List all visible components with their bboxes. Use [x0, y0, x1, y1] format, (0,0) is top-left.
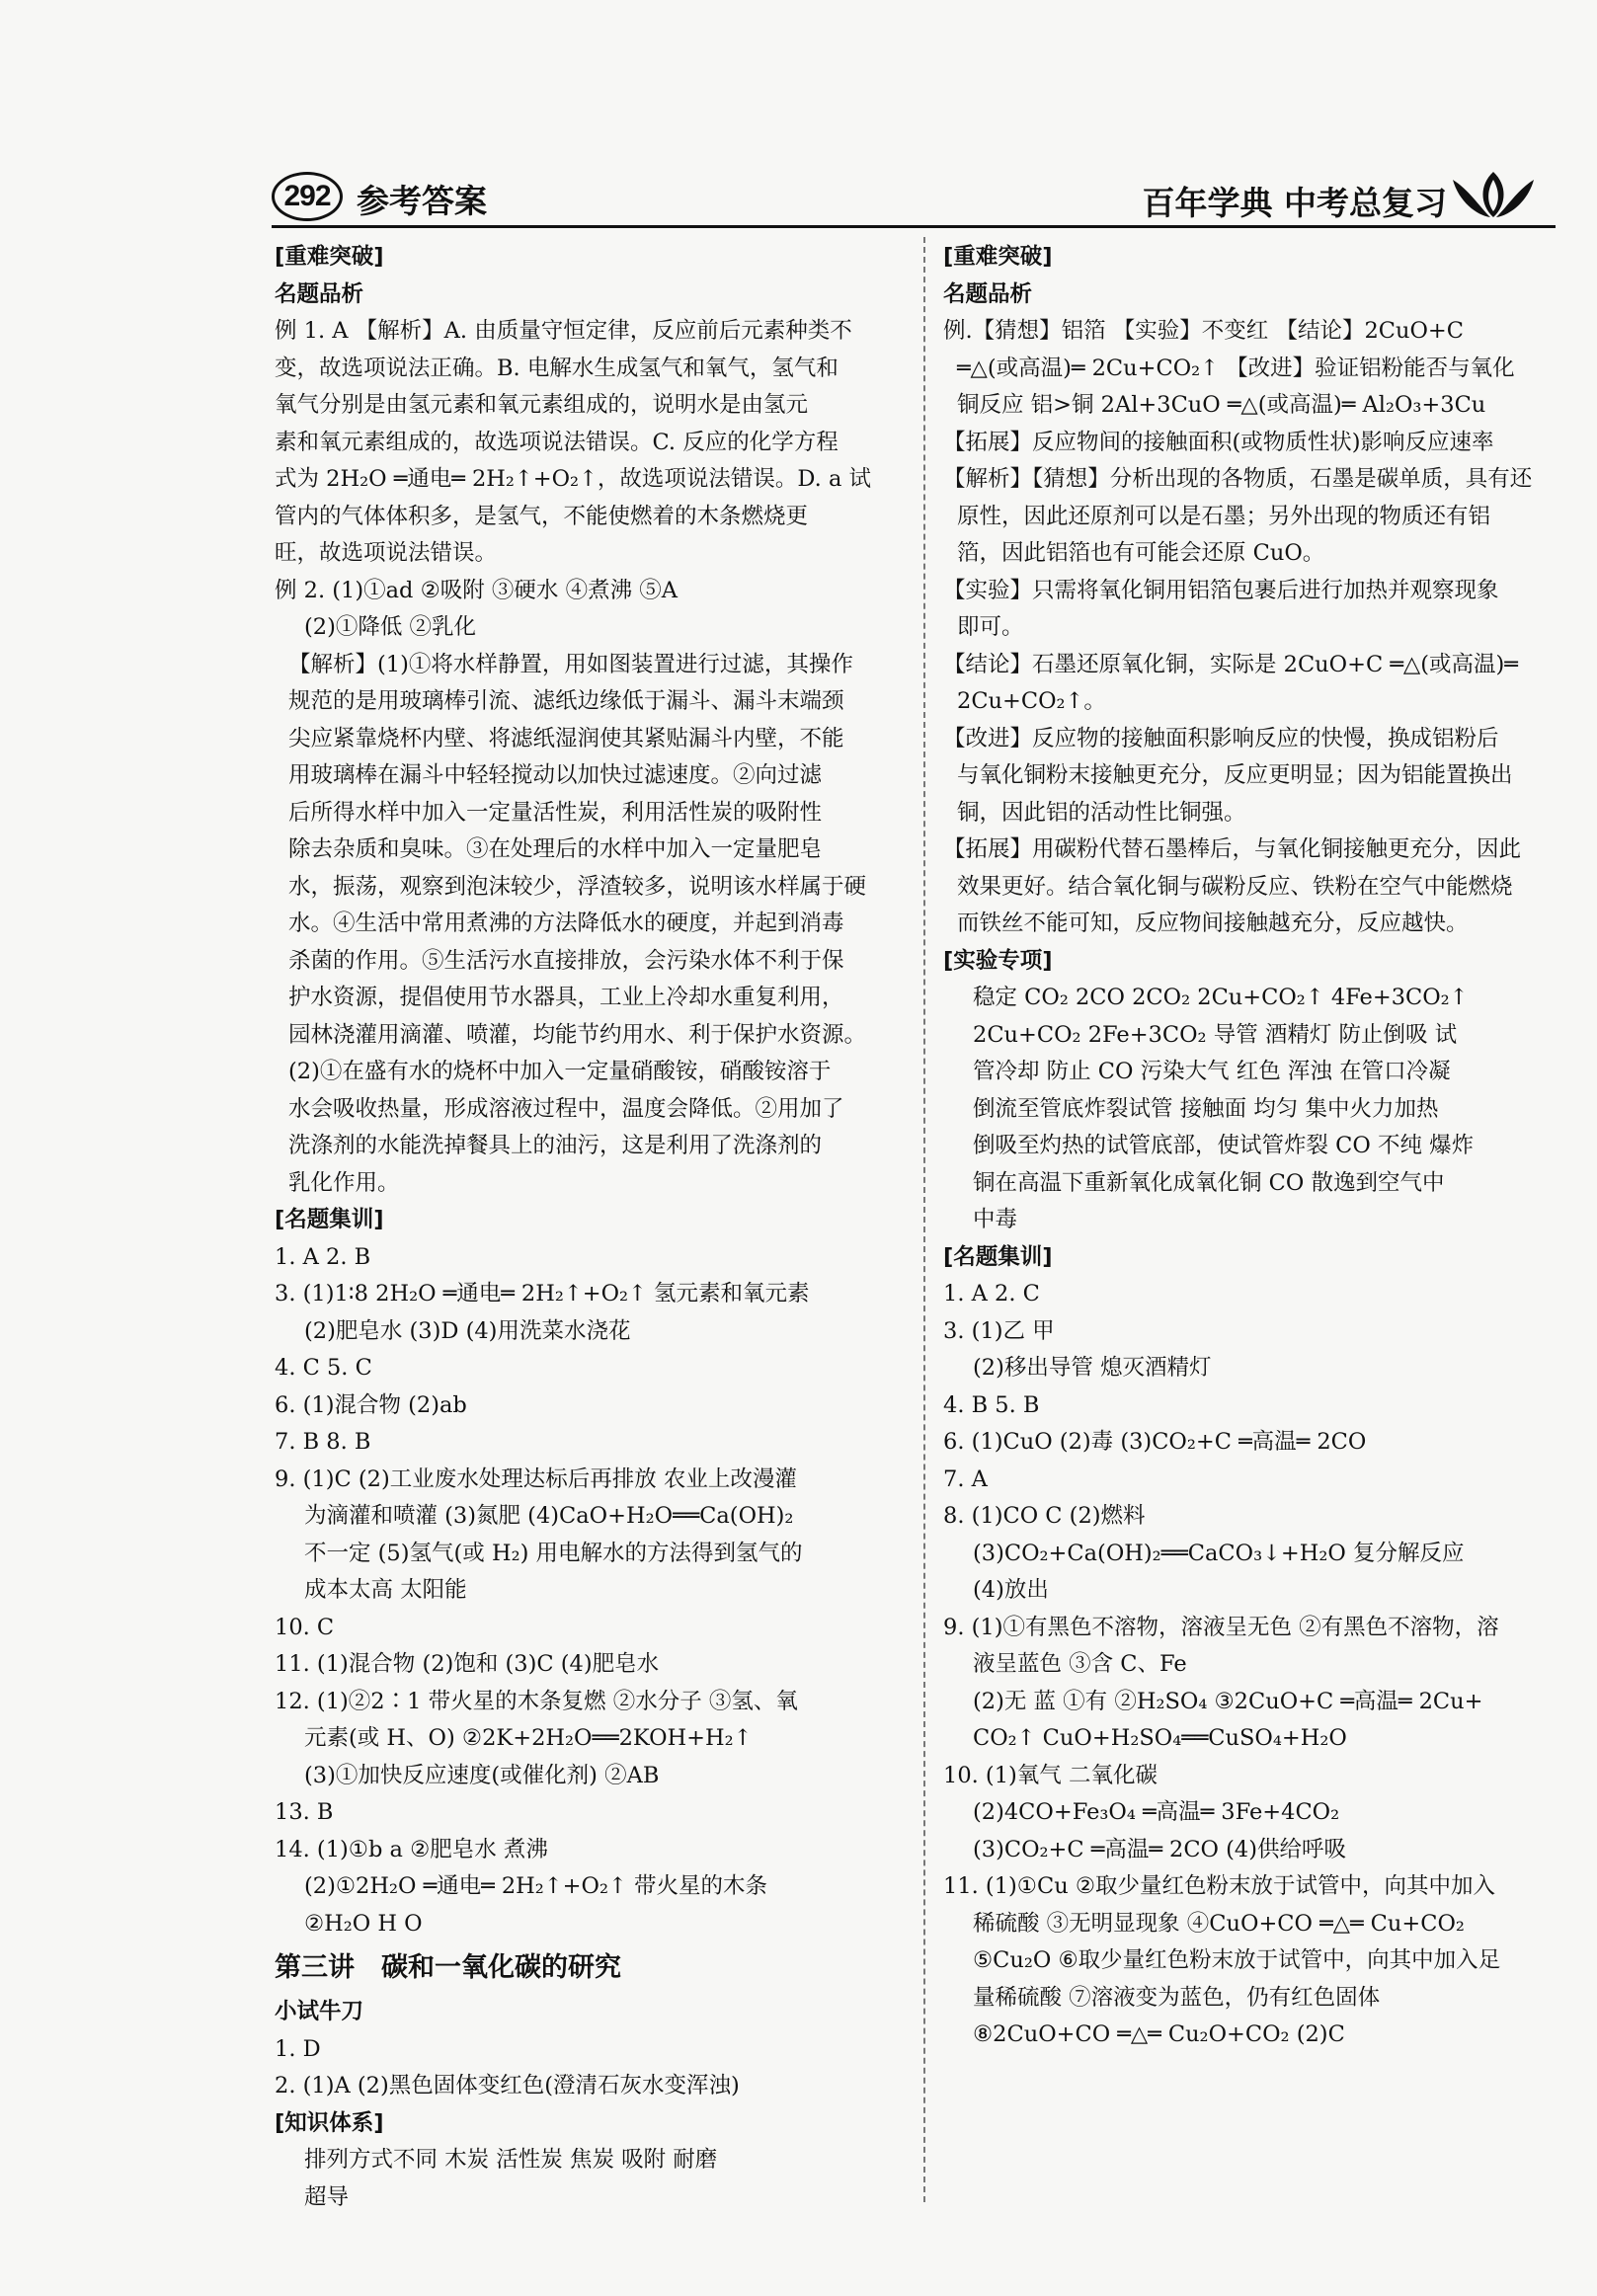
right-column-line: (3)CO₂+Ca(OH)₂══CaCO₃↓+H₂O 复分解反应 — [973, 1540, 1465, 1566]
right-column-line: 2Cu+CO₂↑。 — [957, 688, 1106, 714]
right-column-line: 液呈蓝色 ③含 C、Fe — [973, 1651, 1187, 1677]
left-column-line: 小试牛刀 — [275, 1999, 364, 2024]
left-column-line: 13. B — [275, 1799, 334, 1825]
right-column-line: 中毒 — [973, 1207, 1018, 1232]
right-column-line: 稳定 CO₂ 2CO 2CO₂ 2Cu+CO₂↑ 4Fe+3CO₂↑ — [973, 985, 1469, 1010]
right-column-line: 【拓展】反应物间的接触面积(或物质性状)影响反应速率 — [943, 429, 1494, 455]
right-column-line: ═△(或高温)═ 2Cu+CO₂↑ 【改进】验证铝粉能否与氧化 — [957, 355, 1515, 381]
left-column-line: 2. (1)A (2)黑色固体变红色(澄清石灰水变浑浊) — [275, 2073, 740, 2098]
right-column-line: (2)无 蓝 ①有 ②H₂SO₄ ③2CuO+C ═高温═ 2Cu+ — [973, 1688, 1483, 1714]
left-column-line: 9. (1)C (2)工业废水处理达标后再排放 农业上改漫灌 — [275, 1465, 797, 1492]
left-column-line: 洗涤剂的水能洗掉餐具上的油污，这是利用了洗涤剂的 — [288, 1133, 823, 1158]
right-column-line: 原性，因此还原剂可以是石墨；另外出现的物质还有铝 — [957, 503, 1491, 529]
right-column-line: [名题集训] — [943, 1243, 1053, 1270]
left-column-line: 成本太高 太阳能 — [304, 1577, 467, 1603]
left-column-line: 排列方式不同 木炭 活性炭 焦炭 吸附 耐磨 — [304, 2147, 718, 2173]
right-column-line: [实验专项] — [943, 947, 1053, 974]
left-column-line: 第三讲 碳和一氧化碳的研究 — [275, 1952, 621, 1983]
left-column-line: 例 1. A 【解析】A. 由质量守恒定律，反应前后元素种类不 — [275, 318, 852, 344]
left-column-line: 水。④生活中常用煮沸的方法降低水的硬度，并起到消毒 — [288, 910, 844, 936]
left-column-line: 6. (1)混合物 (2)ab — [275, 1391, 467, 1418]
right-column — [943, 239, 1548, 2054]
right-column-line: 【拓展】用碳粉代替石墨棒后，与氧化铜接触更充分，因此 — [943, 836, 1522, 862]
right-column-line: (4)放出 — [973, 1577, 1049, 1603]
right-column-line: 管冷却 防止 CO 污染大气 红色 浑浊 在管口冷凝 — [973, 1059, 1451, 1084]
right-column-line: 【结论】石墨还原氧化铜，实际是 2CuO+C ═△(或高温)═ — [943, 651, 1518, 677]
right-column-line: 【解析】【猜想】分析出现的各物质，石墨是碳单质，具有还 — [943, 466, 1533, 492]
right-column-line: 铜在高温下重新氧化成氧化铜 CO 散逸到空气中 — [973, 1169, 1445, 1196]
left-column-line: 式为 2H₂O ═通电═ 2H₂↑+O₂↑，故选项说法错误。D. a 试 — [275, 466, 872, 492]
left-column-line: [知识体系] — [275, 2109, 384, 2136]
right-column-line: 名题品析 — [943, 280, 1033, 307]
left-column-line: 变，故选项说法正确。B. 电解水生成氢气和氧气，氢气和 — [275, 355, 838, 381]
right-column-line: 11. (1)①Cu ②取少量红色粉末放于试管中，向其中加入 — [943, 1873, 1496, 1899]
left-column-line: 元素(或 H、O) ②2K+2H₂O══2KOH+H₂↑ — [304, 1725, 753, 1751]
section-title: 参考答案 — [357, 182, 487, 220]
right-column-line: 稀硫酸 ③无明显现象 ④CuO+CO ═△═ Cu+CO₂ — [973, 1910, 1465, 1937]
header-rule — [272, 225, 1556, 228]
right-column-line: CO₂↑ CuO+H₂SO₄══CuSO₄+H₂O — [973, 1725, 1347, 1751]
right-column-line: 2Cu+CO₂ 2Fe+3CO₂ 导管 酒精灯 防止倒吸 试 — [973, 1021, 1458, 1048]
right-column-line: (2)4CO+Fe₃O₄ ═高温═ 3Fe+4CO₂ — [973, 1799, 1340, 1825]
left-column-line: 尖应紧靠烧杯内壁、将滤纸湿润使其紧贴漏斗内壁，不能 — [288, 725, 844, 752]
left-column-line: 7. B 8. B — [275, 1429, 371, 1455]
page-header — [272, 166, 1556, 227]
left-column-line: 规范的是用玻璃棒引流、滤纸边缘低于漏斗、漏斗末端颈 — [288, 688, 844, 714]
right-column-line: 效果更好。结合氧化铜与碳粉反应、铁粉在空气中能燃烧 — [957, 873, 1513, 900]
right-column-line: 即可。 — [957, 614, 1024, 640]
left-column-line: (2)①在盛有水的烧杯中加入一定量硝酸铵，硝酸铵溶于 — [288, 1059, 832, 1084]
right-column-line: 铜，因此铝的活动性比铜强。 — [957, 799, 1246, 826]
left-column — [275, 239, 902, 2216]
right-column-line: 1. A 2. C — [943, 1281, 1040, 1306]
left-column-line: 水，振荡，观察到泡沫较少，浮渣较多，说明该水样属于硬 — [288, 873, 867, 900]
right-column-line: 10. (1)氧气 二氧化碳 — [943, 1762, 1158, 1788]
right-column-line: 量稀硫酸 ⑦溶液变为蓝色，仍有红色固体 — [973, 1984, 1381, 2011]
left-column-line: 11. (1)混合物 (2)饱和 (3)C (4)肥皂水 — [275, 1651, 660, 1677]
left-column-line: 氧气分别是由氢元素和氧元素组成的，说明水是由氢元 — [275, 392, 809, 418]
left-column-line: 3. (1)1∶8 2H₂O ═通电═ 2H₂↑+O₂↑ 氢元素和氧元素 — [275, 1281, 810, 1306]
right-column-line: 【实验】只需将氧化铜用铝箔包裹后进行加热并观察现象 — [943, 577, 1499, 603]
right-column-line: 铜反应 铝>铜 2Al+3CuO ═△(或高温)═ Al₂O₃+3Cu — [957, 392, 1486, 418]
left-column-line: 旺，故选项说法错误。 — [275, 540, 498, 566]
left-column-line: 1. D — [275, 2035, 321, 2062]
left-column-line: (2)①2H₂O ═通电═ 2H₂↑+O₂↑ 带火星的木条 — [304, 1873, 767, 1899]
left-column-line: 除去杂质和臭味。③在处理后的水样中加入一定量肥皂 — [288, 836, 823, 862]
column-divider — [923, 237, 926, 2202]
left-column-line: 素和氧元素组成的，故选项说法错误。C. 反应的化学方程 — [275, 429, 838, 455]
left-column-line: 14. (1)①b a ②肥皂水 煮沸 — [275, 1836, 548, 1862]
right-column-line: 【改进】反应物的接触面积影响反应的快慢，换成铝粉后 — [943, 725, 1499, 752]
left-column-line: 12. (1)②2∶1 带火星的木条复燃 ②水分子 ③氢、氧 — [275, 1688, 798, 1714]
right-column-line: (3)CO₂+C ═高温═ 2CO (4)供给呼吸 — [973, 1836, 1347, 1862]
leaf-logo-icon — [1449, 166, 1538, 221]
left-column-line: 护水资源，提倡使用节水器具，工业上冷却水重复利用， — [288, 985, 844, 1010]
left-column-line: 管内的气体体积多，是氢气，不能使燃着的木条燃烧更 — [275, 503, 809, 529]
left-column-line: 为滴灌和喷灌 (3)氮肥 (4)CaO+H₂O══Ca(OH)₂ — [304, 1503, 794, 1529]
right-column-line: 而铁丝不能可知，反应物间接触越充分，反应越快。 — [957, 910, 1469, 936]
right-column-line: 箔，因此铝箔也有可能会还原 CuO。 — [957, 540, 1325, 566]
left-column-line: 不一定 (5)氢气(或 H₂) 用电解水的方法得到氢气的 — [304, 1540, 803, 1566]
left-column-line: 例 2. (1)①ad ②吸附 ③硬水 ④煮沸 ⑤A — [275, 577, 678, 603]
left-column-line: ②H₂O H O — [304, 1910, 423, 1937]
left-column-line: 园林浇灌用滴灌、喷灌，均能节约用水、利于保护水资源。 — [288, 1021, 867, 1048]
right-column-line: 倒吸至灼热的试管底部，使试管炸裂 CO 不纯 爆炸 — [973, 1133, 1475, 1158]
left-column-line: 水会吸收热量，形成溶液过程中，温度会降低。②用加了 — [288, 1095, 844, 1122]
left-column-line: (3)①加快反应速度(或催化剂) ②AB — [304, 1762, 660, 1788]
right-column-line: 6. (1)CuO (2)毒 (3)CO₂+C ═高温═ 2CO — [943, 1429, 1367, 1455]
left-column-line: 超导 — [304, 2183, 350, 2210]
page-number: 292 — [272, 172, 343, 221]
left-column-line: [名题集训] — [275, 1207, 384, 1232]
left-column-line: 名题品析 — [275, 280, 364, 307]
right-column-line: ⑧2CuO+CO ═△═ Cu₂O+CO₂ (2)C — [973, 2021, 1345, 2047]
right-column-line: 7. A — [943, 1465, 988, 1492]
left-column-line: [重难突破] — [275, 244, 384, 270]
right-column-line: 倒流至管底炸裂试管 接触面 均匀 集中火力加热 — [973, 1095, 1439, 1122]
left-column-line: 10. C — [275, 1614, 335, 1640]
left-column-line: 后所得水样中加入一定量活性炭，利用活性炭的吸附性 — [288, 799, 823, 826]
left-column-line: (2)肥皂水 (3)D (4)用洗菜水浇花 — [304, 1317, 631, 1344]
right-column-line: 3. (1)乙 甲 — [943, 1317, 1055, 1344]
left-column-line: 乳化作用。 — [288, 1169, 400, 1196]
left-column-line: 用玻璃棒在漏斗中轻轻搅动以加快过滤速度。②向过滤 — [288, 762, 823, 788]
book-title: 百年学典 中考总复习 — [1142, 184, 1447, 222]
right-column-line: 与氧化铜粉末接触更充分，反应更明显；因为铝能置换出 — [957, 762, 1513, 788]
right-column-line: 9. (1)①有黑色不溶物，溶液呈无色 ②有黑色不溶物，溶 — [943, 1614, 1499, 1640]
left-column-line: (2)①降低 ②乳化 — [304, 614, 477, 640]
right-column-line: 4. B 5. B — [943, 1391, 1040, 1418]
left-column-line: 1. A 2. B — [275, 1243, 371, 1270]
right-column-line: 8. (1)CO C (2)燃料 — [943, 1503, 1146, 1529]
right-column-line: 例.【猜想】铝箔 【实验】不变红 【结论】2CuO+C — [943, 318, 1464, 344]
right-column-line: [重难突破] — [943, 244, 1053, 270]
left-column-line: 4. C 5. C — [275, 1355, 372, 1381]
right-column-line: (2)移出导管 熄灭酒精灯 — [973, 1355, 1212, 1381]
left-column-line: 杀菌的作用。⑤生活污水直接排放，会污染水体不利于保 — [288, 947, 844, 974]
right-column-line: ⑤Cu₂O ⑥取少量红色粉末放于试管中，向其中加入足 — [973, 1947, 1501, 1973]
left-column-line: 【解析】(1)①将水样静置，用如图装置进行过滤，其操作 — [288, 651, 853, 677]
